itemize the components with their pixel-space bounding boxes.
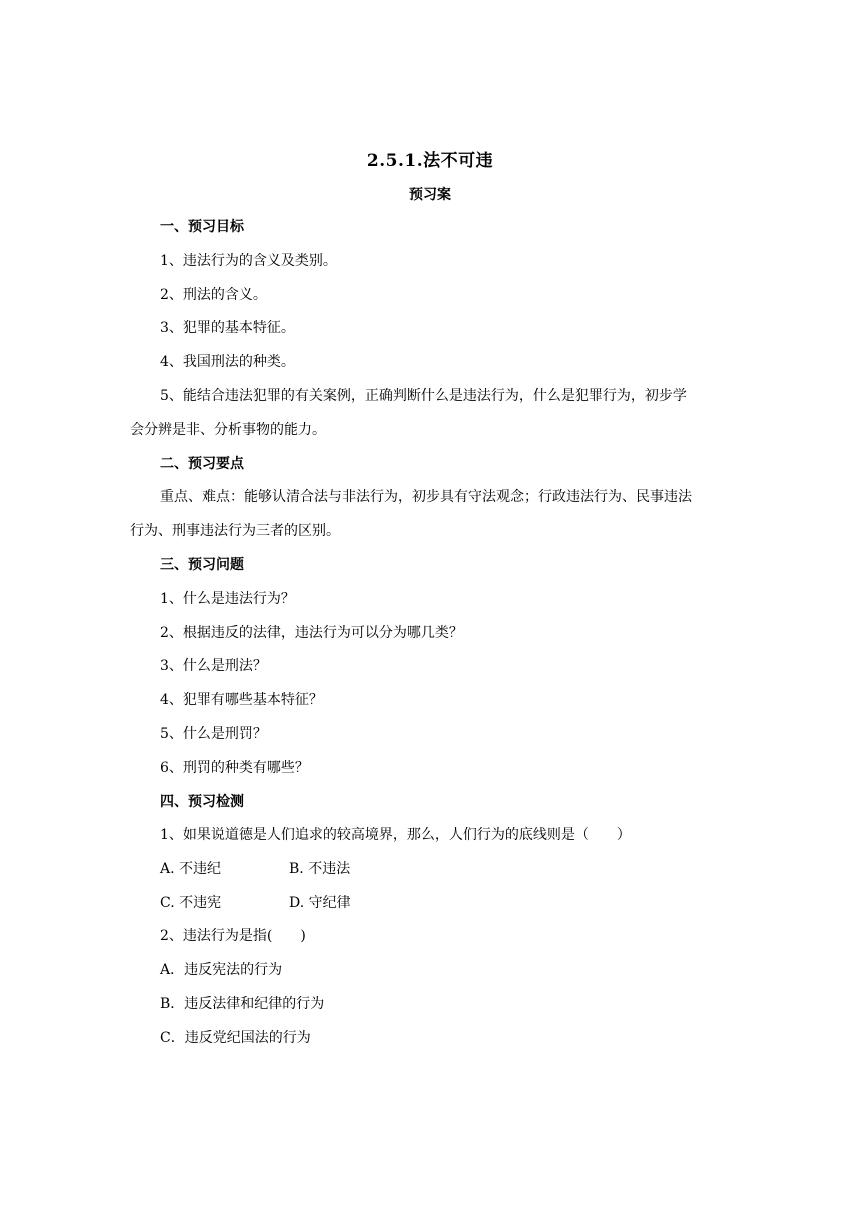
keypoint-line-continuation: 行为、刑事违法行为三者的区别。 — [130, 523, 340, 539]
section-heading-questions: 三、预习问题 — [160, 557, 244, 573]
question-item: 3、什么是刑法？ — [160, 658, 267, 674]
question-item: 5、什么是刑罚？ — [160, 726, 267, 742]
question-item: 4、犯罪有哪些基本特征？ — [160, 692, 323, 708]
quiz-option-b: B. 不违法 — [289, 861, 351, 877]
goal-item: 5、能结合违法犯罪的有关案例，正确判断什么是违法行为，什么是犯罪行为，初步学 — [160, 388, 687, 404]
question-item: 6、刑罚的种类有哪些？ — [160, 760, 309, 776]
quiz-question-1: 1、如果说道德是人们追求的较高境界，那么，人们行为的底线则是（ ） — [160, 827, 631, 843]
goal-item: 4、我国刑法的种类。 — [160, 354, 295, 370]
goal-item: 2、刑法的含义。 — [160, 287, 267, 303]
goal-item: 3、犯罪的基本特征。 — [160, 320, 295, 336]
document-title: 2.5.1.法不可违 — [366, 151, 494, 171]
question-item: 1、什么是违法行为？ — [160, 591, 295, 607]
section-heading-goals: 一、预习目标 — [160, 219, 244, 235]
quiz-option-c: C. 不违宪 — [160, 895, 222, 911]
quiz-question-2: 2、违法行为是指( ) — [160, 928, 306, 944]
goal-item: 1、违法行为的含义及类别。 — [160, 253, 337, 269]
section-heading-check: 四、预习检测 — [160, 794, 244, 810]
quiz-option-b: B．违反法律和纪律的行为 — [160, 996, 325, 1012]
keypoint-line: 重点、难点：能够认清合法与非法行为，初步具有守法观念；行政违法行为、民事违法 — [160, 489, 692, 505]
quiz-option-d: D. 守纪律 — [289, 895, 351, 911]
document-subtitle: 预习案 — [409, 187, 451, 203]
quiz-option-a: A. 不违纪 — [160, 861, 222, 877]
quiz-option-c: C．违反党纪国法的行为 — [160, 1030, 311, 1046]
goal-item-continuation: 会分辨是非、分析事物的能力。 — [130, 422, 326, 438]
section-heading-keypoints: 二、预习要点 — [160, 456, 244, 472]
quiz-option-a: A．违反宪法的行为 — [160, 962, 283, 978]
question-item: 2、根据违反的法律，违法行为可以分为哪几类？ — [160, 625, 463, 641]
